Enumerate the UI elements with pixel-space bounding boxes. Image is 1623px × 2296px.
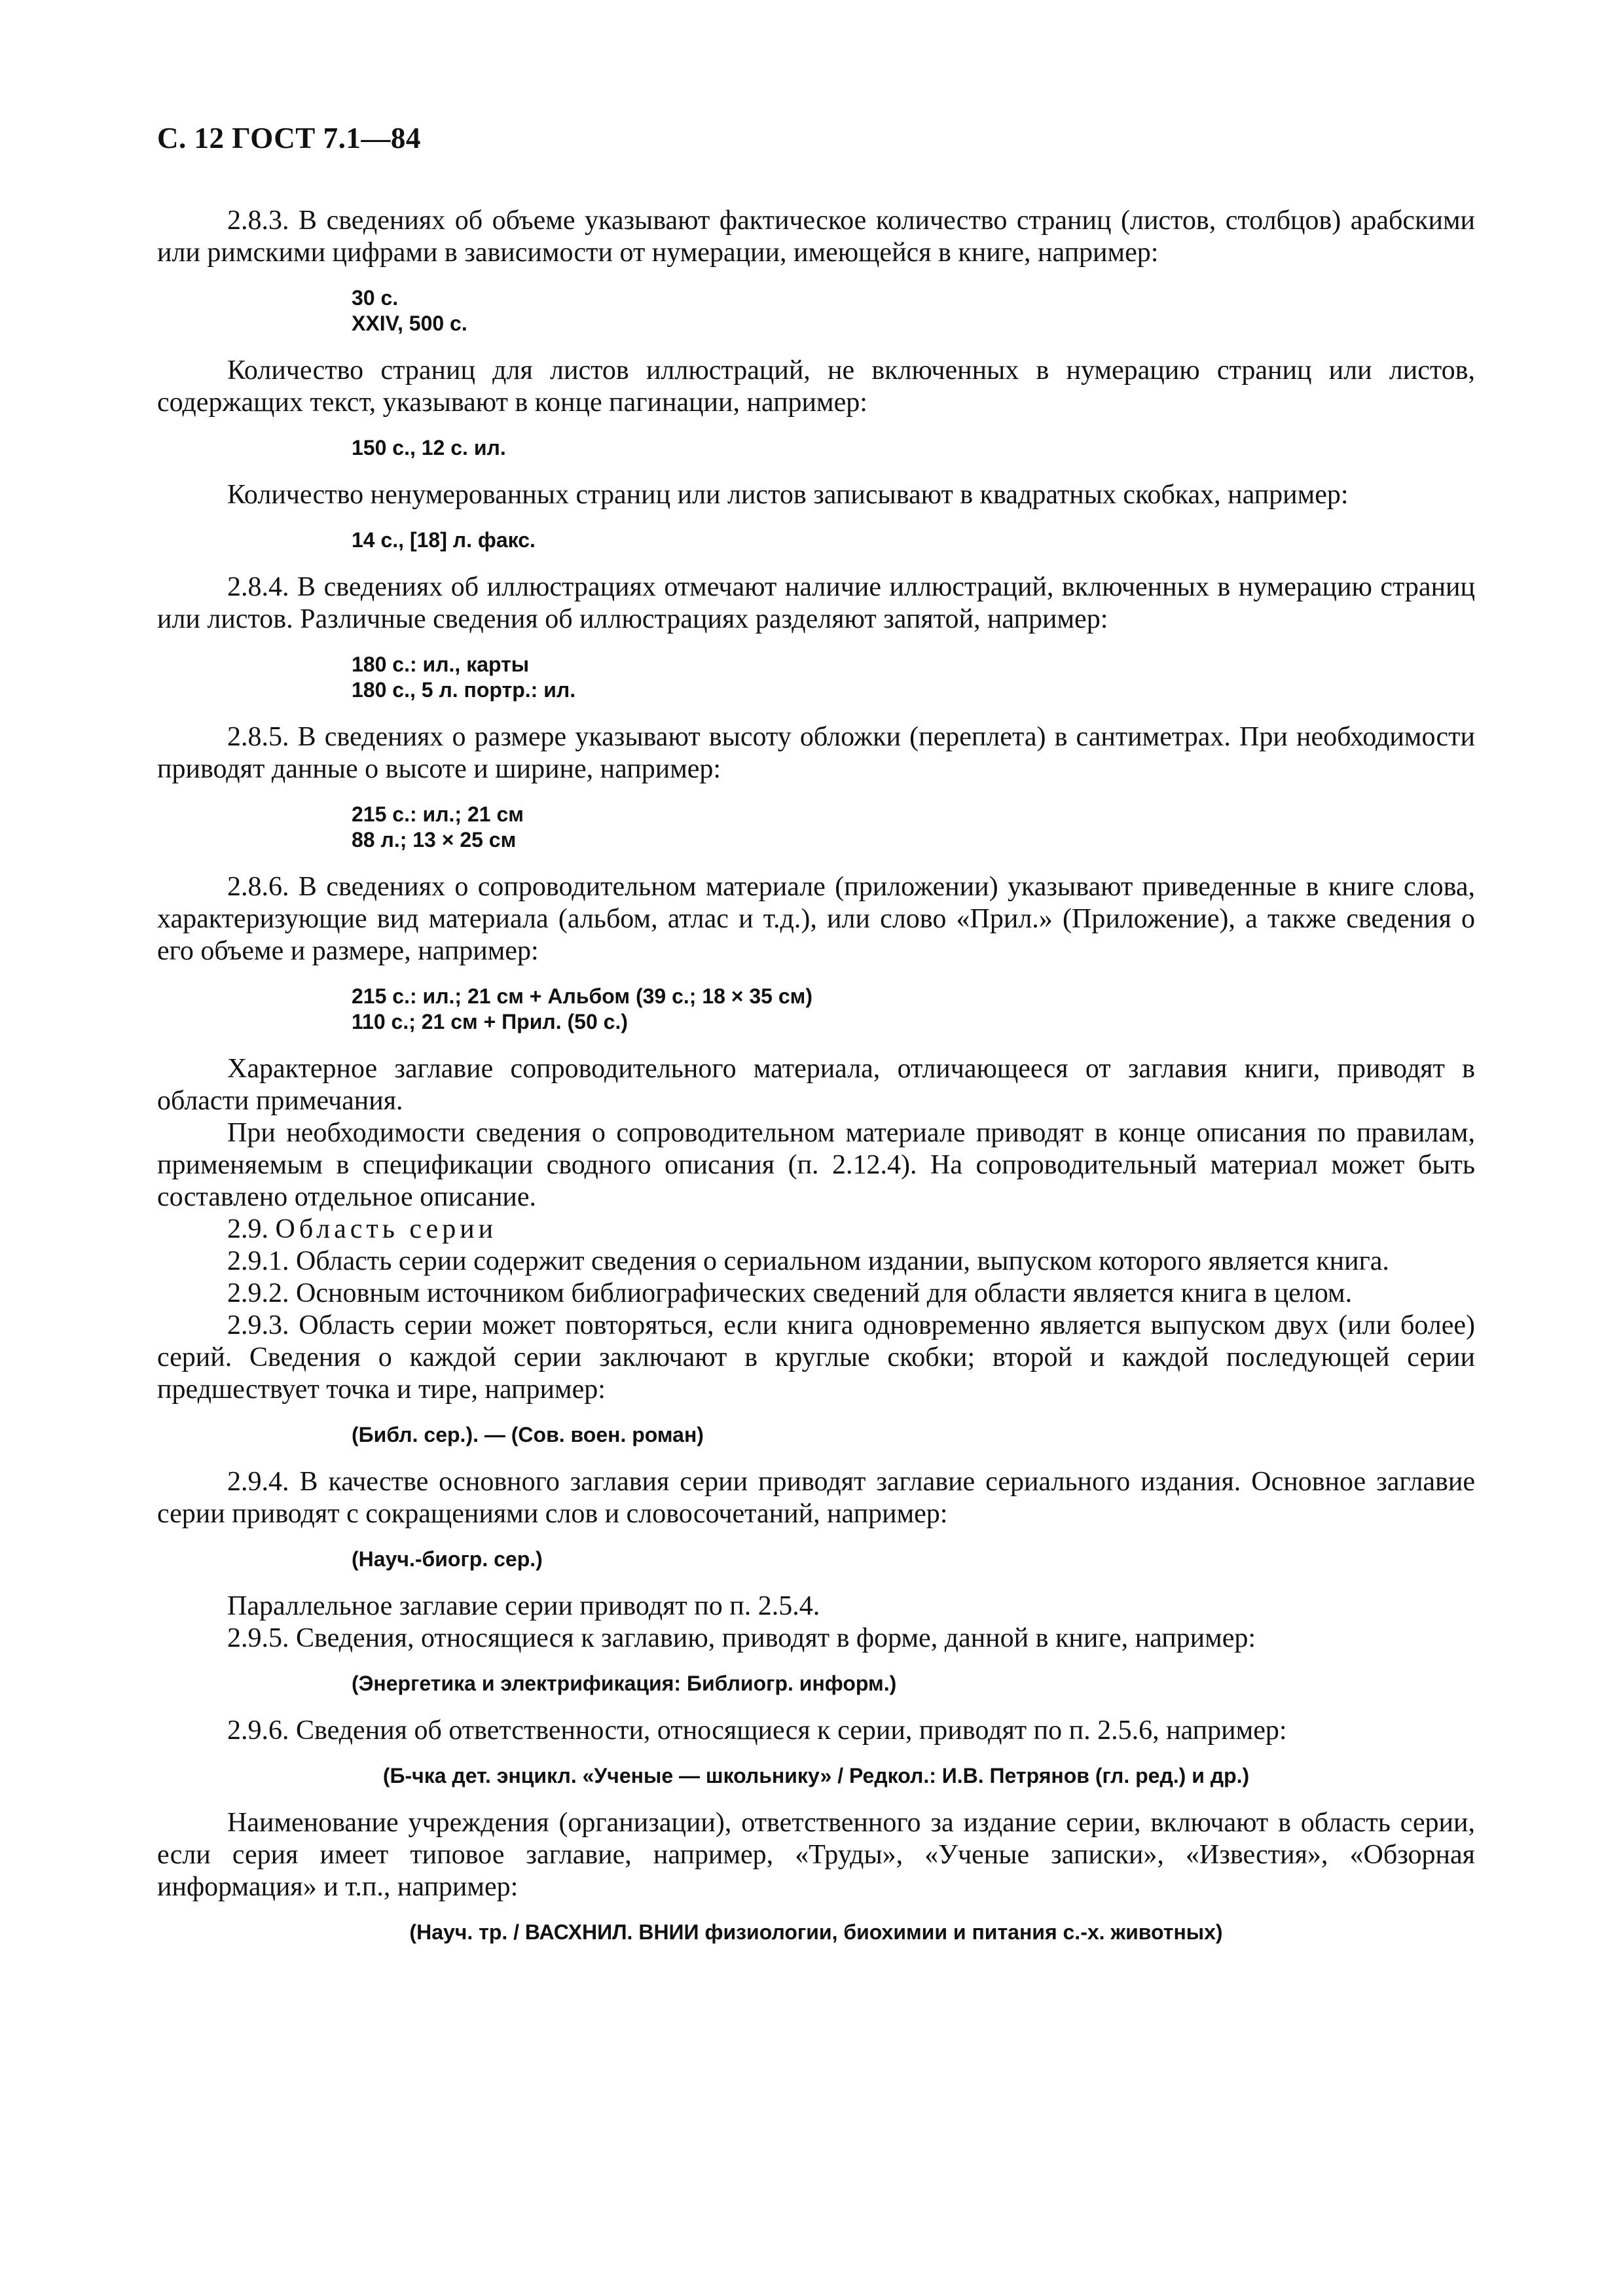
example-line: 215 с.: ил.; 21 см + Альбом (39 с.; 18 × 35 см): [352, 984, 812, 1008]
paragraph-2-8-4: 2.8.4. В сведениях об иллюстрациях отмечают наличие иллюстраций, включенных в нумерацию страниц или листов. Различные сведения об иллюстрациях разделяют запятой, например:: [157, 572, 1475, 634]
example-line: 215 с.: ил.; 21 см: [352, 802, 524, 826]
paragraph-2-9-1: 2.9.1. Область серии содержит сведения о сериальном издании, выпуском которого является книга.: [227, 1246, 1389, 1276]
document-page: [157, 121, 1475, 1964]
example-line: 88 л.; 13 × 25 см: [352, 828, 517, 852]
section-heading-2-9: [157, 1213, 1475, 1246]
example-line: 30 с.: [352, 286, 399, 310]
example-block-2: [157, 435, 1475, 461]
paragraph-2-9-3: 2.9.3. Область серии может повторяться, если книга одновременно является выпуском двух (или более) серий. Сведения о каждой серии заключают в круглые скобки; второй и каждой последующей серии предшествует точка и тире, например:: [157, 1310, 1475, 1405]
example-block-10: [157, 1763, 1475, 1789]
example-line: 150 с., 12 с. ил.: [352, 436, 506, 459]
example-block-3: [157, 528, 1475, 553]
example-line: XXIV, 500 с.: [352, 312, 467, 335]
page-header: С. 12 ГОСТ 7.1—84: [157, 122, 421, 154]
example-block-5: [157, 802, 1475, 853]
example-block-1: [157, 285, 1475, 336]
paragraph-illustration-pages: Количество страниц для листов иллюстраций, не включенных в нумерацию страниц или листов, содержащих текст, указывают в конце пагинации, например:: [157, 355, 1475, 418]
example-line: (Б-чка дет. энцикл. «Ученые — школьнику» / Редкол.: И.В. Петрянов (гл. ред.) и др.): [382, 1764, 1250, 1787]
example-block-7: [157, 1422, 1475, 1448]
example-line: (Библ. сер.). — (Сов. воен. роман): [352, 1423, 704, 1446]
example-block-4: [157, 652, 1475, 703]
example-block-6: [157, 984, 1475, 1035]
section-number: 2.9.: [227, 1214, 268, 1244]
paragraph-2-9-4: 2.9.4. В качестве основного заглавия серии приводят заглавие сериального издания. Основное заглавие серии приводят с сокращениями слов и словосочетаний, например:: [157, 1467, 1475, 1529]
paragraph-characteristic-title: Характерное заглавие сопроводительного материала, отличающееся от заглавия книги, приводят в области примечания.: [157, 1054, 1475, 1116]
example-block-9: [157, 1671, 1475, 1696]
example-line: (Энергетика и электрификация: Библиогр. информ.): [352, 1672, 897, 1695]
paragraph-unnumbered-pages: Количество ненумерованных страниц или листов записывают в квадратных скобках, например:: [227, 480, 1349, 510]
paragraph-2-9-5: 2.9.5. Сведения, относящиеся к заглавию, приводят в форме, данной в книге, например:: [227, 1623, 1256, 1653]
paragraph-supplementary-material: При необходимости сведения о сопроводительном материале приводят в конце описания по правилам, применяемым в спецификации сводного описания (п. 2.12.4). На сопроводительный материал может быть составлено отдельное описание.: [157, 1118, 1475, 1212]
paragraph-2-9-6: 2.9.6. Сведения об ответственности, относящиеся к серии, приводят по п. 2.5.6, например:: [227, 1715, 1287, 1746]
example-line: (Науч.-биогр. сер.): [352, 1547, 543, 1571]
example-line: 180 с., 5 л. портр.: ил.: [352, 678, 576, 702]
example-block-8: [157, 1547, 1475, 1572]
paragraph-parallel-title: Параллельное заглавие серии приводят по п. 2.5.4.: [227, 1591, 820, 1621]
example-block-11: [157, 1920, 1475, 1945]
paragraph-organization-name: Наименование учреждения (организации), ответственного за издание серии, включают в область серии, если серия имеет типовое заглавие, например, «Труды», «Ученые записки», «Известия», «Обзорная информация» и т.п., например:: [157, 1808, 1475, 1902]
example-line: 14 с., [18] л. факс.: [352, 528, 536, 552]
paragraph-2-9-2: 2.9.2. Основным источником библиографических сведений для области является книга в целом.: [227, 1278, 1353, 1308]
paragraph-2-8-5: 2.8.5. В сведениях о размере указывают высоту обложки (переплета) в сантиметрах. При необходимости приводят данные о высоте и ширине, например:: [157, 722, 1475, 784]
paragraph-2-8-6: 2.8.6. В сведениях о сопроводительном материале (приложении) указывают приведенные в книге слова, характеризующие вид материала (альбом, атлас и т.д.), или слово «Прил.» (Приложение), а также сведения о его объеме и размере, например:: [157, 872, 1475, 966]
section-title: Область серии: [275, 1214, 498, 1244]
example-line: 110 с.; 21 см + Прил. (50 с.): [352, 1010, 628, 1033]
example-line: (Науч. тр. / ВАСХНИЛ. ВНИИ физиологии, биохимии и питания с.-х. животных): [409, 1920, 1223, 1944]
paragraph-2-8-3: 2.8.3. В сведениях об объеме указывают фактическое количество страниц (листов, столбцов) арабскими или римскими цифрами в зависимости от нумерации, имеющейся в книге, например:: [157, 206, 1475, 268]
example-line: 180 с.: ил., карты: [352, 653, 530, 676]
